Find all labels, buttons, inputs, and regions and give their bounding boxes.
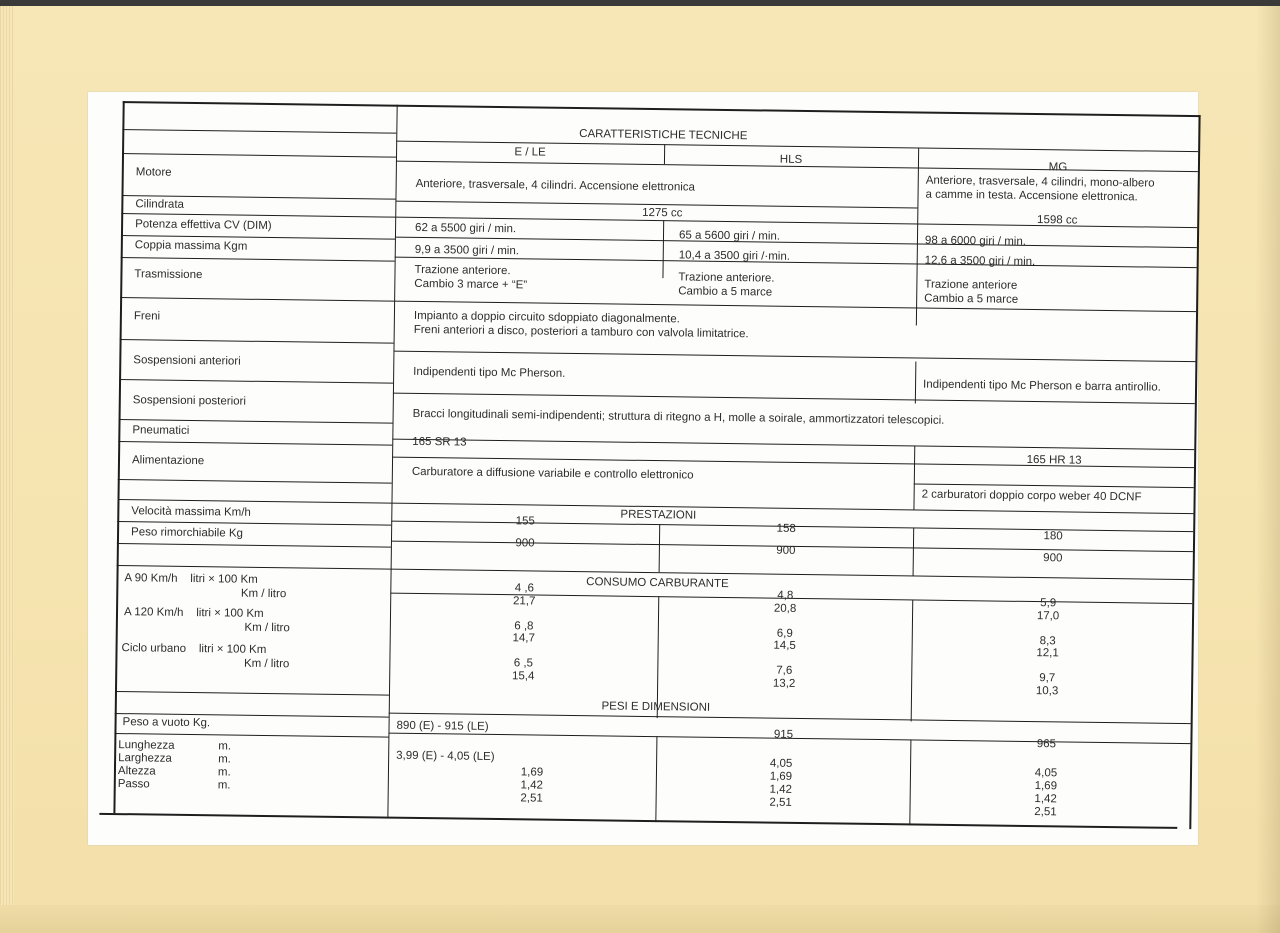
col-divider-2f	[909, 739, 911, 825]
rule	[117, 543, 391, 548]
column-header-e-le: E / LE	[514, 146, 546, 159]
motore-mg: Anteriore, trasversale, 4 cilindri, mono-albero a camme in testa. Accensione elettronica.	[925, 174, 1155, 204]
dimensioni-mg: 4,05 1,69 1,42 2,51	[1034, 767, 1058, 819]
page-stack-edge	[0, 6, 14, 933]
pneumatici-e-hls: 165 SR 13	[412, 435, 467, 449]
section-heading-tech: CARATTERISTICHE TECNICHE	[579, 128, 748, 143]
col-divider-2d	[913, 527, 915, 575]
rule	[115, 691, 389, 696]
col-divider-2	[916, 147, 919, 325]
trasmissione-e-le: Trazione anteriore. Cambio 3 marce + “E”	[414, 263, 528, 292]
consumo-hls: 4,8 20,8 6,9 14,5 7,6 13,2	[772, 589, 797, 690]
sosp-ant-e-hls: Indipendenti tipo Mc Pherson.	[413, 365, 566, 380]
column-header-mg: MG	[1048, 161, 1068, 174]
row-label-potenza: Potenza effettiva CV (DIM)	[135, 218, 272, 233]
alimentazione-e-hls: Carburatore a diffusione variabile e controllo elettronico	[411, 465, 694, 482]
motore-e-hls: Anteriore, trasversale, 4 cilindri. Accensione elettronica	[415, 177, 696, 194]
dimensioni-units: m. m. m. m.	[217, 740, 232, 792]
potenza-mg: 98 a 6000 giri / min.	[924, 234, 1027, 248]
rule	[392, 439, 1194, 450]
row-label-motore: Motore	[135, 166, 172, 179]
peso-rim-hls: 900	[776, 544, 796, 557]
rule	[119, 379, 393, 384]
row-label-velocita: Velocità massima Km/h	[131, 505, 251, 519]
col-divider-1	[664, 144, 665, 164]
row-label-peso-rimorchiabile: Peso rimorchiabile Kg	[130, 526, 244, 540]
rule	[122, 129, 396, 134]
sosp-ant-mg: Indipendenti tipo Mc Pherson e barra antirollio.	[922, 378, 1161, 394]
col-divider-1e	[655, 736, 657, 822]
lunghezza-e-le: 3,99 (E) - 4,05 (LE)	[396, 749, 495, 763]
row-label-peso-a-vuoto: Peso a vuoto Kg.	[122, 716, 211, 730]
velocita-hls: 158	[776, 522, 796, 535]
alimentazione-mg: 2 carburatori doppio corpo weber 40 DCNF	[921, 488, 1142, 504]
dimensioni-hls: 4,05 1,69 1,42 2,51	[769, 757, 793, 809]
rule	[118, 441, 392, 446]
rule	[389, 713, 1191, 724]
section-heading-performance: PRESTAZIONI	[620, 508, 697, 522]
row-label-freni: Freni	[133, 310, 161, 323]
rule	[120, 297, 394, 302]
velocita-mg: 180	[1043, 530, 1063, 543]
consumo-mg: 5,9 17,0 8,3 12,1 9,7 10,3	[1035, 597, 1060, 697]
peso-rim-mg: 900	[1043, 552, 1063, 565]
rule	[393, 351, 1195, 362]
spec-table	[99, 101, 1200, 829]
label-column-divider	[387, 105, 397, 817]
dimensioni-e-le: 1,69 1,42 2,51	[520, 766, 544, 805]
potenza-e-le: 62 a 5500 giri / min.	[415, 221, 517, 236]
freni-all: Impianto a doppio circuito sdoppiato diagonalmente. Freni anteriori a disco, posteriori a tamburo con valvola limitatrice.	[413, 309, 749, 341]
row-label-alimentazione: Alimentazione	[131, 454, 205, 468]
consumo-urbano-label: Ciclo urbano litri × 100 Km	[121, 642, 267, 656]
rule	[114, 733, 388, 738]
consumo-e-le: 4 ,6 21,7 6 ,8 14,7 6 ,5 15,4	[511, 582, 536, 683]
col-divider-2e	[911, 599, 914, 721]
trasmissione-hls: Trazione anteriore. Cambio a 5 marce	[678, 271, 775, 299]
rule	[118, 479, 392, 484]
rule	[393, 393, 1195, 404]
col-divider-1c	[659, 524, 661, 572]
row-label-sospensioni-anteriori: Sospensioni anteriori	[133, 354, 241, 368]
coppia-mg: 12,6 a 3500 giri / min.	[924, 254, 1036, 269]
col-divider-2c	[913, 445, 915, 509]
dimensioni-labels: Lunghezza Larghezza Altezza Passo	[117, 739, 175, 791]
binding-shadow	[1256, 6, 1280, 933]
pneumatici-mg: 165 HR 13	[1026, 453, 1082, 467]
col-divider-1b	[662, 220, 664, 278]
consumo-120-unit: Km / litro	[244, 621, 290, 635]
sosp-post-all: Bracci longitudinali semi-indipendenti; struttura di ritegno a H, molle a soirale, ammortizzatori telescopici.	[412, 407, 945, 427]
consumo-120-label: A 120 Km/h litri × 100 Km	[123, 606, 264, 620]
rule	[121, 257, 395, 262]
cilindrata-mg: 1598 cc	[1037, 214, 1078, 227]
trasmissione-mg: Trazione anteriore Cambio a 5 marce	[924, 278, 1019, 306]
consumo-urbano-unit: Km / litro	[243, 657, 290, 671]
coppia-hls: 10,4 a 3500 giri /·min.	[678, 249, 791, 263]
row-label-cilindrata: Cilindrata	[135, 198, 185, 211]
column-header-hls: HLS	[779, 153, 803, 166]
row-label-trasmissione: Trasmissione	[134, 268, 203, 282]
peso-vuoto-mg: 965	[1036, 738, 1057, 751]
cilindrata-e-hls: 1275 cc	[642, 206, 683, 220]
consumo-90-label: A 90 Km/h litri × 100 Km	[124, 572, 258, 586]
rule	[122, 153, 396, 158]
page-bottom-edge	[0, 905, 1280, 933]
peso-rim-e-le: 900	[515, 537, 535, 550]
section-heading-weights: PESI E DIMENSIONI	[601, 700, 711, 714]
rule	[120, 339, 394, 344]
coppia-e-le: 9,9 a 3500 giri / min.	[414, 243, 520, 258]
col-divider-2b	[915, 361, 917, 403]
potenza-hls: 65 a 5600 giri / min.	[678, 229, 781, 243]
peso-vuoto-e-le: 890 (E) - 915 (LE)	[396, 719, 489, 733]
row-label-pneumatici: Pneumatici	[132, 424, 190, 437]
row-label-coppia: Coppia massima Kgm	[134, 239, 248, 253]
peso-vuoto-hls: 915	[773, 728, 794, 741]
section-heading-consumption: CONSUMO CARBURANTE	[586, 576, 729, 591]
table-border-left	[113, 101, 124, 813]
consumo-90-unit: Km / litro	[240, 587, 287, 601]
velocita-e-le: 155	[515, 515, 535, 528]
row-label-sospensioni-posteriori: Sospensioni posteriori	[132, 394, 247, 408]
